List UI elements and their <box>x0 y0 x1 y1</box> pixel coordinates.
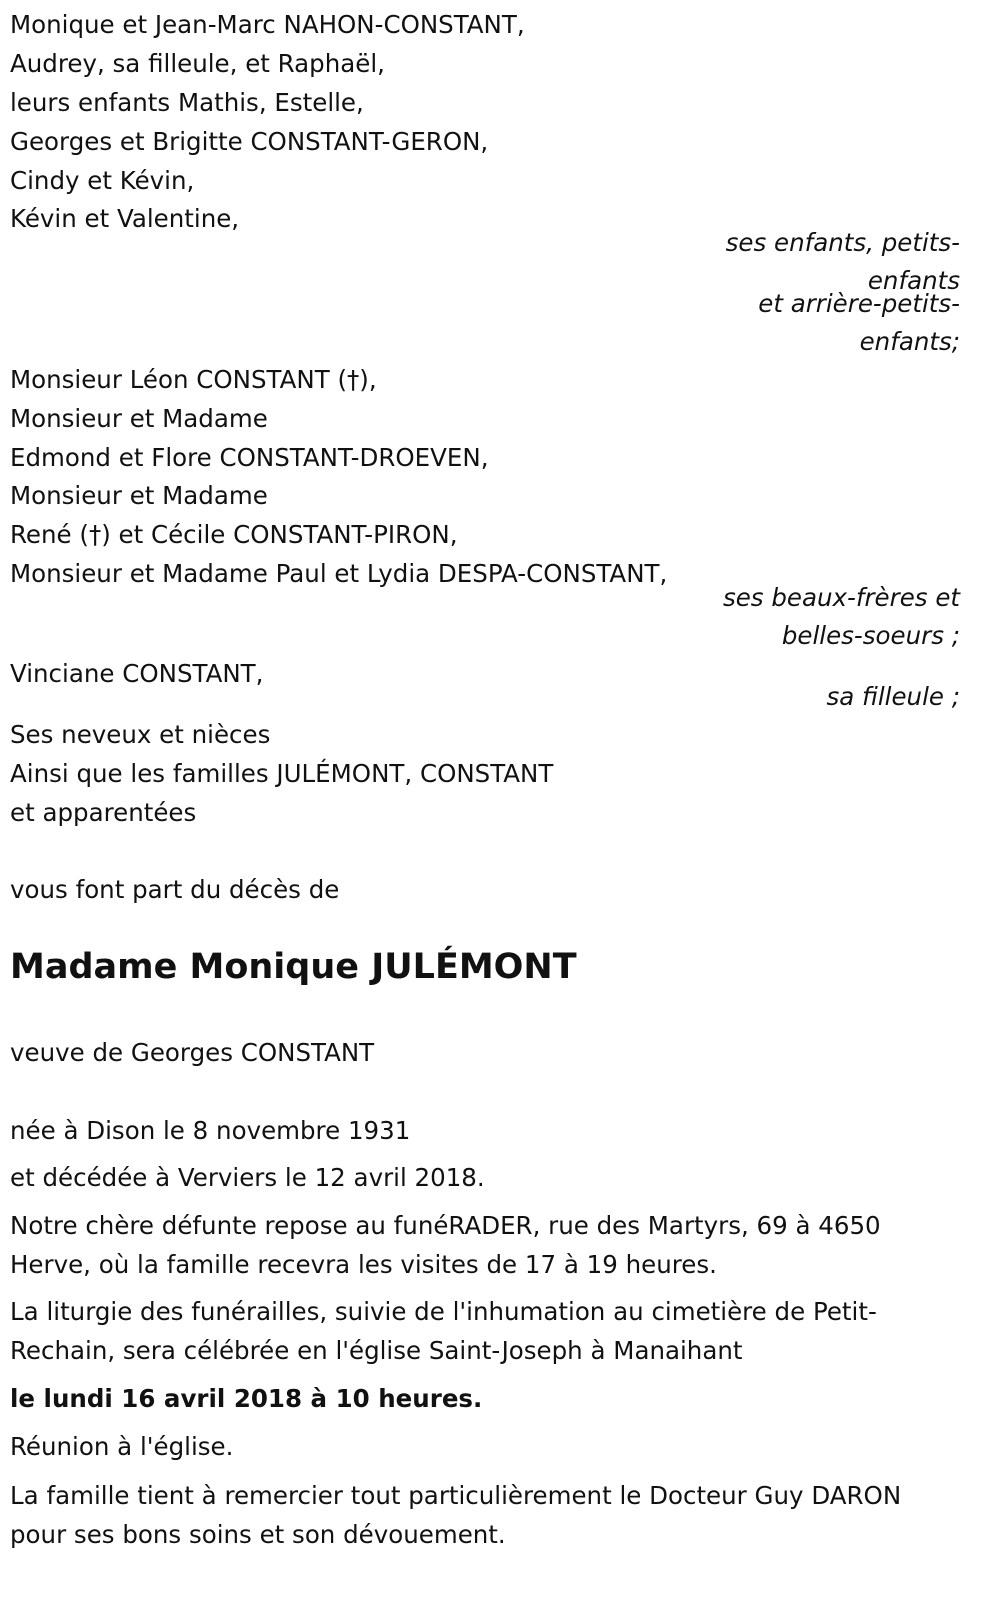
sibling-line: Monsieur et Madame <box>10 481 268 510</box>
sibling-line: Edmond et Flore CONSTANT-DROEVEN, <box>10 443 489 472</box>
role-line: ses enfants, petits- <box>725 228 960 257</box>
role-line: enfants; <box>859 327 960 356</box>
role-line: et arrière-petits- <box>758 289 960 318</box>
role-line: belles-soeurs ; <box>781 621 960 650</box>
death-info: et décédée à Verviers le 12 avril 2018. <box>10 1163 485 1192</box>
family-line: Kévin et Valentine, <box>10 204 240 233</box>
goddaughter: Vinciane CONSTANT, <box>10 659 264 688</box>
ceremony-date: le lundi 16 avril 2018 à 10 heures. <box>10 1384 483 1413</box>
reunion: Réunion à l'église. <box>10 1432 234 1461</box>
sibling-line: Monsieur et Madame <box>10 404 268 433</box>
relatives-line: et apparentées <box>10 798 197 827</box>
family-line: Georges et Brigitte CONSTANT-GERON, <box>10 127 489 156</box>
deceased-name: Madame Monique JULÉMONT <box>10 947 577 987</box>
family-line: Audrey, sa filleule, et Raphaël, <box>10 49 385 78</box>
liturgy-line: La liturgie des funérailles, suivie de l'inhumation au cimetière de Petit- <box>10 1297 877 1326</box>
sibling-line: Monsieur Léon CONSTANT (†), <box>10 365 377 394</box>
sibling-line: René (†) et Cécile CONSTANT-PIRON, <box>10 520 458 549</box>
widow-of: veuve de Georges CONSTANT <box>10 1038 375 1067</box>
repose-line: Notre chère défunte repose au funéRADER, rue des Martyrs, 69 à 4650 <box>10 1211 881 1240</box>
role-line: ses beaux-frères et <box>722 583 960 612</box>
liturgy-line: Rechain, sera célébrée en l'église Saint-Joseph à Manaihant <box>10 1336 743 1365</box>
thanks-line: pour ses bons soins et son dévouement. <box>10 1520 506 1549</box>
family-line: Cindy et Kévin, <box>10 166 195 195</box>
announcement: vous font part du décès de <box>10 875 340 904</box>
family-line: leurs enfants Mathis, Estelle, <box>10 88 364 117</box>
repose-line: Herve, où la famille recevra les visites de 17 à 19 heures. <box>10 1250 717 1279</box>
thanks-line: La famille tient à remercier tout particulièrement le Docteur Guy DARON <box>10 1481 902 1510</box>
family-line: Monique et Jean-Marc NAHON-CONSTANT, <box>10 10 525 39</box>
goddaughter-role: sa filleule ; <box>826 682 960 711</box>
birth-info: née à Dison le 8 novembre 1931 <box>10 1116 411 1145</box>
role-line: enfants <box>867 266 960 295</box>
relatives-line: Ainsi que les familles JULÉMONT, CONSTANT <box>10 759 554 788</box>
sibling-line: Monsieur et Madame Paul et Lydia DESPA-CONSTANT, <box>10 559 668 588</box>
relatives-line: Ses neveux et nièces <box>10 720 271 749</box>
